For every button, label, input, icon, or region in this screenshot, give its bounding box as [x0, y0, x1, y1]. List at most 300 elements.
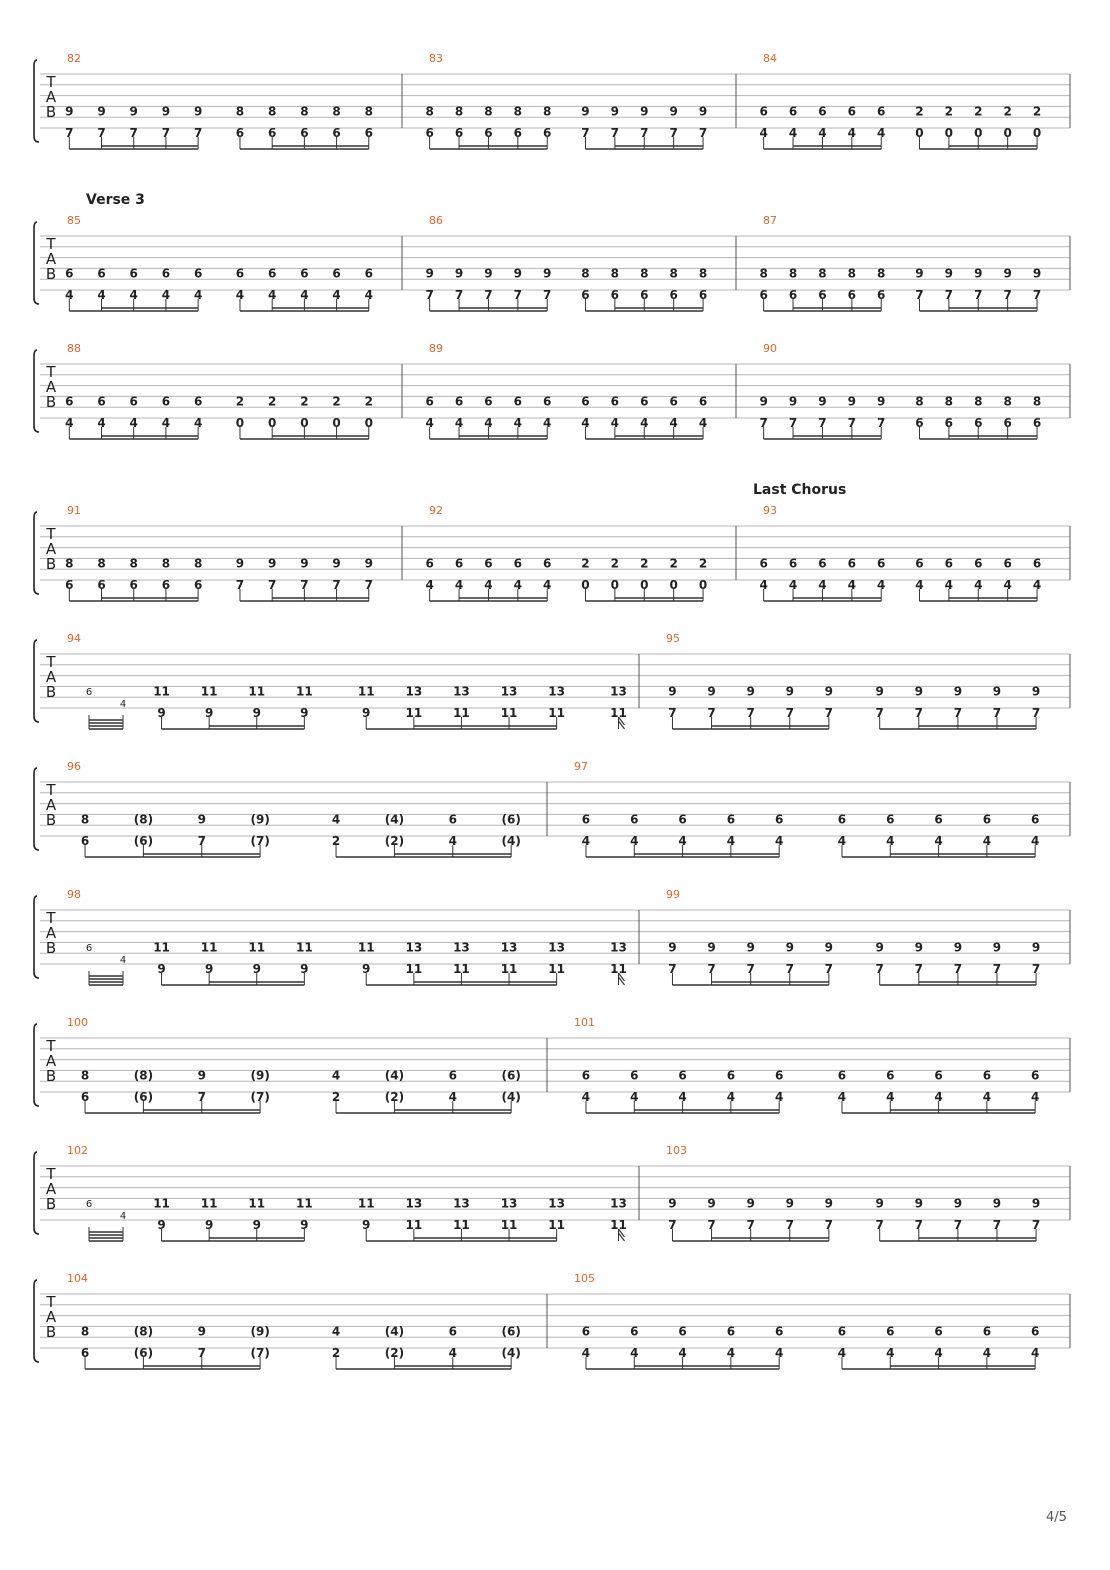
measure-number: 104: [67, 1272, 88, 1285]
fret-number: 7: [97, 126, 106, 140]
fret-number: 13: [405, 1196, 423, 1211]
fret-number: 6: [610, 288, 620, 302]
fret-number: (6): [501, 1324, 521, 1339]
fret-number: 6: [678, 1324, 687, 1339]
fret-number: 8: [581, 266, 590, 281]
fret-number: 4: [454, 578, 464, 592]
measure-number: 92: [429, 504, 443, 517]
fret-number: 6: [543, 556, 552, 571]
fret-number: 4: [454, 416, 464, 430]
tab-clef-letter: T: [46, 1165, 56, 1183]
tab-clef-letter: B: [45, 1195, 57, 1213]
fret-number: 7: [914, 1218, 923, 1232]
fret-number: 9: [129, 104, 138, 119]
fret-number: 6: [65, 394, 74, 409]
fret-number: 4: [886, 1090, 895, 1104]
fret-number: 6: [818, 288, 827, 302]
fret-number: (4): [384, 1068, 405, 1083]
fret-number: 11: [500, 706, 518, 720]
fret-number: 6: [454, 394, 464, 409]
fret-number: 7: [785, 706, 794, 720]
fret-number: 9: [1032, 266, 1042, 281]
fret-number: 11: [296, 1196, 313, 1211]
fret-number: 6: [513, 394, 523, 409]
fret-number: 6: [915, 416, 924, 430]
system-bracket: [34, 1152, 39, 1234]
fret-number: 11: [610, 962, 627, 976]
fret-number: 9: [953, 1196, 963, 1211]
fret-number: 4: [818, 126, 827, 140]
tab-clef-letter: T: [46, 909, 56, 927]
fret-number: 6: [543, 126, 552, 140]
fret-number: 13: [405, 684, 423, 699]
fret-number: 7: [824, 962, 834, 976]
fret-number: 4: [235, 288, 245, 302]
fret-number: (9): [250, 812, 270, 827]
fret-number: 4: [513, 416, 523, 430]
tab-clef-letter: A: [45, 1308, 57, 1326]
measure-number: 83: [429, 52, 443, 65]
fret-number: 7: [197, 1090, 206, 1104]
fret-number: 4: [759, 578, 768, 592]
measure-number: 102: [67, 1144, 88, 1157]
fret-number: 0: [610, 578, 620, 592]
fret-number: 9: [252, 1218, 261, 1232]
fret-number: 6: [1003, 556, 1012, 571]
fret-number: 0: [974, 126, 983, 140]
fret-number: 9: [362, 962, 371, 976]
fret-number: 9: [785, 940, 794, 955]
fret-number: 6: [235, 126, 245, 140]
fret-number: 0: [1003, 126, 1012, 140]
system-bracket: [34, 222, 39, 304]
fret-number: 9: [252, 962, 261, 976]
fret-number: 6: [85, 1199, 93, 1210]
tab-clef-letter: A: [45, 1052, 57, 1070]
fret-number: 7: [824, 706, 834, 720]
fret-number: 7: [197, 1346, 206, 1360]
fret-number: 7: [65, 126, 74, 140]
fret-number: 7: [914, 706, 923, 720]
fret-number: 6: [268, 126, 277, 140]
fret-number: 9: [953, 940, 963, 955]
fret-number: 4: [886, 834, 895, 848]
fret-number: 6: [97, 578, 106, 592]
fret-number: 6: [129, 394, 138, 409]
tab-clef-letter: T: [46, 1293, 56, 1311]
fret-number: 6: [268, 266, 277, 281]
fret-number: 7: [197, 834, 206, 848]
fret-number: 4: [193, 288, 203, 302]
fret-number: (4): [384, 812, 405, 827]
fret-number: 7: [707, 706, 716, 720]
fret-number: 7: [914, 962, 923, 976]
fret-number: 7: [640, 126, 649, 140]
fret-number: 6: [974, 416, 983, 430]
fret-number: (6): [133, 1090, 154, 1104]
fret-number: (8): [133, 1324, 154, 1339]
fret-number: 7: [992, 706, 1002, 720]
fret-number: 9: [698, 104, 708, 119]
fret-number: 6: [1032, 556, 1042, 571]
fret-number: 11: [610, 706, 627, 720]
fret-number: 9: [581, 104, 590, 119]
fret-number: 6: [80, 1090, 90, 1104]
fret-number: 7: [425, 288, 434, 302]
fret-number: 4: [119, 1211, 127, 1222]
fret-number: 6: [847, 288, 857, 302]
fret-number: 6: [818, 556, 827, 571]
measure-number: 95: [666, 632, 680, 645]
fret-number: 13: [453, 684, 470, 699]
fret-number: 6: [448, 812, 457, 827]
fret-number: 7: [581, 126, 590, 140]
fret-number: 6: [630, 812, 639, 827]
measure-number: 96: [67, 760, 81, 773]
fret-number: 4: [934, 1346, 943, 1360]
system-bracket: [34, 1280, 39, 1362]
tab-clef-letter: B: [45, 939, 57, 957]
fret-number: 2: [364, 394, 373, 409]
fret-number: 8: [484, 104, 493, 119]
fret-number: 6: [775, 1068, 784, 1083]
fret-number: 0: [640, 578, 649, 592]
fret-number: 13: [453, 1196, 470, 1211]
fret-number: 4: [331, 812, 341, 827]
fret-number: 6: [454, 126, 464, 140]
fret-number: 7: [1031, 962, 1041, 976]
measure-number: 82: [67, 52, 81, 65]
fret-number: 4: [669, 416, 678, 430]
fret-number: 11: [500, 962, 518, 976]
fret-number: 9: [818, 394, 827, 409]
fret-number: 9: [759, 394, 768, 409]
fret-number: 6: [129, 578, 138, 592]
fret-number: 7: [944, 288, 954, 302]
fret-number: 2: [974, 104, 983, 119]
fret-number: 4: [726, 1346, 736, 1360]
fret-number: 6: [161, 578, 171, 592]
fret-number: (6): [501, 812, 521, 827]
fret-number: 9: [847, 394, 857, 409]
fret-number: 11: [153, 940, 170, 955]
fret-number: 9: [668, 684, 677, 699]
fret-number: 8: [268, 104, 277, 119]
fret-number: 6: [129, 266, 138, 281]
fret-number: 6: [97, 266, 106, 281]
fret-number: 7: [974, 288, 983, 302]
fret-number: 6: [65, 578, 74, 592]
fret-number: 6: [581, 812, 591, 827]
fret-number: (7): [250, 1346, 270, 1360]
fret-number: 6: [80, 834, 90, 848]
fret-number: (4): [384, 1324, 405, 1339]
fret-number: 6: [759, 104, 768, 119]
fret-number: 9: [425, 266, 434, 281]
fret-number: 6: [982, 812, 992, 827]
fret-number: 6: [161, 266, 171, 281]
fret-number: 8: [80, 1324, 90, 1339]
fret-number: 6: [934, 812, 943, 827]
fret-number: 6: [678, 1068, 687, 1083]
system-bracket: [34, 512, 39, 594]
fret-number: 4: [193, 416, 203, 430]
fret-number: 4: [726, 1090, 736, 1104]
fret-number: 8: [1032, 394, 1042, 409]
fret-number: 7: [610, 126, 620, 140]
fret-number: 6: [161, 394, 171, 409]
fret-number: 6: [818, 104, 827, 119]
fret-number: 9: [543, 266, 552, 281]
fret-number: 4: [982, 1346, 992, 1360]
fret-number: 6: [726, 812, 736, 827]
fret-number: 9: [746, 684, 755, 699]
fret-number: 4: [1030, 834, 1040, 848]
tab-clef-letter: B: [45, 1067, 57, 1085]
fret-number: 6: [726, 1324, 736, 1339]
fret-number: 8: [80, 812, 90, 827]
fret-number: 6: [484, 126, 493, 140]
fret-number: 4: [331, 1324, 341, 1339]
fret-number: 6: [669, 288, 678, 302]
fret-number: 7: [788, 416, 798, 430]
fret-number: 8: [80, 1068, 90, 1083]
fret-number: 7: [513, 288, 523, 302]
fret-number: (9): [250, 1324, 270, 1339]
fret-number: 4: [915, 578, 924, 592]
fret-number: (4): [501, 1090, 521, 1104]
tab-clef-letter: B: [45, 683, 57, 701]
fret-number: 11: [200, 684, 218, 699]
fret-number: 2: [300, 394, 309, 409]
fret-number: 9: [197, 1068, 206, 1083]
fret-number: 6: [698, 288, 708, 302]
fret-number: 8: [847, 266, 857, 281]
fret-number: 7: [953, 706, 963, 720]
fret-number: 7: [129, 126, 138, 140]
measure-number: 85: [67, 214, 81, 227]
fret-number: 4: [484, 578, 493, 592]
fret-number: 8: [454, 104, 464, 119]
measure-number: 98: [67, 888, 81, 901]
tab-clef-letter: B: [45, 555, 57, 573]
fret-number: 11: [453, 962, 470, 976]
fret-number: 13: [610, 1196, 627, 1211]
fret-number: 4: [934, 1090, 943, 1104]
fret-number: (2): [384, 1346, 405, 1360]
fret-number: 6: [364, 266, 373, 281]
fret-number: 4: [726, 834, 736, 848]
fret-number: 9: [513, 266, 523, 281]
fret-number: 7: [785, 962, 794, 976]
fret-number: 8: [364, 104, 373, 119]
fret-number: 11: [248, 684, 266, 699]
fret-number: 6: [300, 266, 309, 281]
fret-number: 6: [448, 1324, 457, 1339]
fret-number: 6: [425, 556, 434, 571]
fret-number: 4: [788, 126, 798, 140]
fret-number: 6: [788, 556, 798, 571]
fret-number: 7: [1031, 706, 1041, 720]
system-bracket: [34, 350, 39, 432]
fret-number: 6: [364, 126, 373, 140]
system-bracket: [34, 896, 39, 978]
tab-clef-letter: A: [45, 378, 57, 396]
fret-number: 8: [640, 266, 649, 281]
fret-number: 7: [746, 706, 755, 720]
fret-number: 13: [548, 940, 565, 955]
fret-number: 9: [1031, 684, 1041, 699]
fret-number: 8: [944, 394, 954, 409]
fret-number: 6: [847, 556, 857, 571]
fret-number: 8: [161, 556, 171, 571]
fret-number: 13: [500, 1196, 518, 1211]
fret-number: 13: [610, 940, 627, 955]
fret-number: 13: [500, 940, 518, 955]
fret-number: 13: [548, 684, 565, 699]
tab-clef-letter: A: [45, 796, 57, 814]
fret-number: 9: [914, 1196, 923, 1211]
fret-number: 9: [824, 1196, 834, 1211]
fret-number: 9: [364, 556, 373, 571]
measure-number: 88: [67, 342, 81, 355]
fret-number: 2: [331, 1346, 341, 1360]
fret-number: 7: [484, 288, 493, 302]
fret-number: 4: [581, 1346, 591, 1360]
fret-number: 6: [193, 578, 203, 592]
fret-number: 4: [630, 1090, 639, 1104]
fret-number: 7: [1031, 1218, 1041, 1232]
fret-number: 4: [331, 1068, 341, 1083]
fret-number: 6: [877, 288, 886, 302]
fret-number: 6: [581, 1068, 591, 1083]
fret-number: 13: [548, 1196, 565, 1211]
fret-number: 11: [248, 940, 266, 955]
fret-number: 9: [1031, 940, 1041, 955]
fret-number: 4: [1030, 1346, 1040, 1360]
fret-number: 4: [678, 1090, 687, 1104]
fret-number: 6: [788, 288, 798, 302]
fret-number: 9: [953, 684, 963, 699]
fret-number: 4: [513, 578, 523, 592]
measure-number: 101: [574, 1016, 595, 1029]
fret-number: 0: [698, 578, 708, 592]
tab-clef-letter: A: [45, 88, 57, 106]
fret-number: 11: [548, 1218, 565, 1232]
fret-number: 0: [581, 578, 590, 592]
fret-number: 11: [296, 684, 313, 699]
fret-number: 8: [235, 104, 245, 119]
fret-number: 11: [200, 940, 218, 955]
fret-number: 9: [204, 706, 214, 720]
fret-number: 7: [847, 416, 857, 430]
fret-number: 2: [669, 556, 678, 571]
fret-number: 7: [875, 1218, 884, 1232]
fret-number: 6: [934, 1068, 943, 1083]
fret-number: 2: [640, 556, 649, 571]
fret-number: 6: [1003, 416, 1012, 430]
fret-number: 6: [944, 416, 954, 430]
fret-number: 8: [300, 104, 309, 119]
fret-number: 7: [698, 126, 708, 140]
fret-number: 9: [875, 684, 884, 699]
fret-number: 6: [982, 1324, 992, 1339]
fret-number: 11: [548, 962, 565, 976]
fret-number: 11: [405, 962, 423, 976]
section-label: Verse 3: [86, 192, 145, 208]
fret-number: 0: [268, 416, 277, 430]
fret-number: 4: [581, 1090, 591, 1104]
fret-number: 4: [581, 834, 591, 848]
fret-number: 9: [161, 104, 171, 119]
fret-number: 6: [85, 687, 93, 698]
fret-number: 7: [707, 1218, 716, 1232]
fret-number: 4: [268, 288, 277, 302]
fret-number: 0: [1032, 126, 1042, 140]
fret-number: 9: [610, 104, 620, 119]
measure-number: 93: [763, 504, 777, 517]
fret-number: 4: [847, 578, 857, 592]
fret-number: 9: [992, 940, 1002, 955]
fret-number: 6: [788, 104, 798, 119]
measure-number: 91: [67, 504, 81, 517]
fret-number: 7: [824, 1218, 834, 1232]
fret-number: 4: [119, 699, 127, 710]
fret-number: 11: [548, 706, 565, 720]
fret-number: 4: [982, 834, 992, 848]
measure-number: 87: [763, 214, 777, 227]
fret-number: 9: [974, 266, 983, 281]
fret-number: 8: [332, 104, 341, 119]
fret-number: 8: [425, 104, 434, 119]
measure-number: 105: [574, 1272, 595, 1285]
tab-clef-letter: T: [46, 525, 56, 543]
fret-number: 9: [252, 706, 261, 720]
fret-number: 4: [775, 1346, 784, 1360]
section-label: Last Chorus: [753, 482, 847, 498]
fret-number: 4: [364, 288, 373, 302]
fret-number: 9: [157, 962, 166, 976]
measure-number: 100: [67, 1016, 88, 1029]
fret-number: 2: [610, 556, 620, 571]
fret-number: 6: [1032, 416, 1042, 430]
fret-number: (6): [133, 834, 154, 848]
fret-number: 9: [788, 394, 798, 409]
fret-number: 9: [454, 266, 464, 281]
fret-number: (2): [384, 834, 405, 848]
fret-number: 9: [824, 940, 834, 955]
fret-number: 7: [785, 1218, 794, 1232]
fret-number: 9: [197, 812, 206, 827]
fret-number: 2: [332, 394, 341, 409]
fret-number: 8: [610, 266, 620, 281]
fret-number: 6: [640, 288, 649, 302]
tab-clef-letter: A: [45, 668, 57, 686]
system-bracket: [34, 768, 39, 850]
fret-number: 11: [200, 1196, 218, 1211]
fret-number: 9: [914, 940, 923, 955]
fret-number: 7: [332, 578, 341, 592]
tab-clef-letter: T: [46, 1037, 56, 1055]
fret-number: 11: [405, 1218, 423, 1232]
fret-number: 6: [484, 556, 493, 571]
fret-number: 6: [193, 266, 203, 281]
fret-number: 7: [992, 1218, 1002, 1232]
fret-number: 6: [513, 556, 523, 571]
tab-clef-letter: T: [46, 781, 56, 799]
fret-number: 6: [332, 126, 341, 140]
fret-number: 9: [65, 104, 74, 119]
